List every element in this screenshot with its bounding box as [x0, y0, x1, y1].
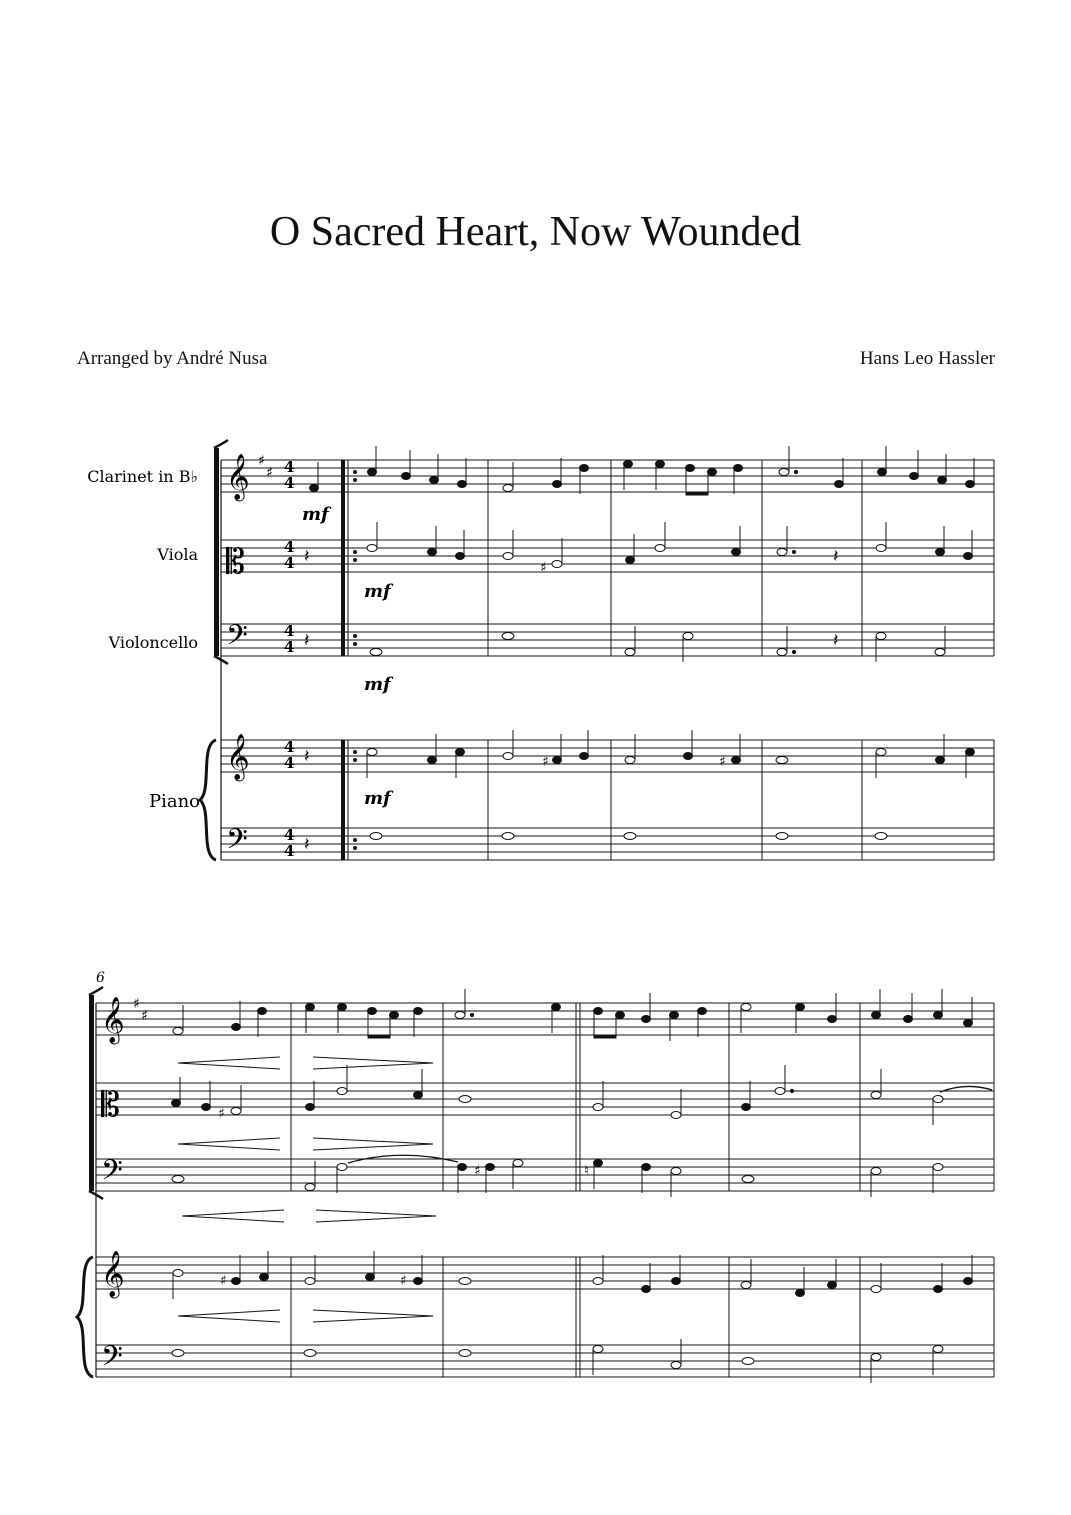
svg-text:𝄽: 𝄽 — [833, 630, 839, 651]
dynamic-mf: mf — [364, 788, 391, 809]
staves — [96, 1003, 994, 1377]
svg-text:4: 4 — [284, 458, 295, 476]
svg-text:4: 4 — [284, 738, 295, 756]
bass-clef-icon: 𝄢 — [226, 823, 248, 863]
bass-clef-icon: 𝄢 — [226, 619, 248, 659]
svg-text:♮: ♮ — [584, 1163, 590, 1179]
svg-text:4: 4 — [284, 474, 295, 492]
svg-text:♯: ♯ — [540, 560, 547, 576]
alto-clef-icon: 𝄡 — [226, 542, 245, 582]
svg-text:4: 4 — [284, 826, 295, 844]
repeat-start-icon — [341, 460, 357, 860]
svg-text:𝄽: 𝄽 — [304, 746, 310, 767]
staves — [221, 460, 994, 860]
svg-text:𝄽: 𝄽 — [833, 546, 839, 567]
instrument-name-viola: Viola — [157, 545, 198, 564]
piano-brace-icon — [200, 740, 216, 860]
viola-notes — [172, 1065, 993, 1125]
svg-text:4: 4 — [284, 754, 295, 772]
score-title: O Sacred Heart, Now Wounded — [269, 209, 802, 255]
treble-clef-icon: 𝄞 — [226, 734, 250, 780]
viola-notes — [304, 522, 973, 576]
svg-text:♯: ♯ — [474, 1163, 481, 1179]
piano-rh-notes — [304, 730, 975, 778]
instrument-name-piano: Piano — [148, 791, 200, 812]
dynamic-mf: mf — [302, 504, 329, 525]
sharp-icon: ♯ — [266, 465, 273, 481]
sharp-icon: ♯ — [133, 996, 140, 1012]
svg-text:4: 4 — [284, 638, 295, 656]
instrument-name-clarinet: Clarinet in B♭ — [87, 467, 198, 486]
clarinet-notes — [310, 446, 975, 495]
barlines — [488, 460, 994, 860]
alto-clef-icon: 𝄡 — [101, 1085, 120, 1125]
time-signatures — [284, 458, 294, 860]
svg-text:♯: ♯ — [218, 1106, 225, 1122]
instrument-name-cello: Violoncello — [108, 633, 198, 652]
system-2 — [77, 970, 994, 1383]
svg-text:♯: ♯ — [719, 754, 726, 770]
svg-text:𝄽: 𝄽 — [304, 546, 310, 567]
svg-text:♯: ♯ — [542, 754, 549, 770]
treble-clef-icon: 𝄞 — [226, 454, 250, 500]
piano-rh-notes — [173, 1251, 973, 1299]
piano-brace-icon — [77, 1257, 93, 1377]
bass-clef-icon: 𝄢 — [101, 1154, 123, 1194]
system-1 — [87, 440, 994, 863]
clarinet-notes — [173, 989, 973, 1041]
sharp-icon: ♯ — [258, 453, 265, 469]
dynamic-mf: mf — [364, 581, 391, 602]
svg-text:4: 4 — [284, 538, 295, 556]
treble-clef-icon: 𝄞 — [101, 997, 125, 1043]
sharp-icon: ♯ — [141, 1008, 148, 1024]
bass-clef-icon: 𝄢 — [101, 1340, 123, 1380]
svg-text:♯: ♯ — [220, 1273, 227, 1289]
svg-text:4: 4 — [284, 554, 295, 572]
svg-text:𝄽: 𝄽 — [304, 630, 310, 651]
arranger-credit: Arranged by André Nusa — [77, 348, 268, 369]
svg-text:𝄽: 𝄽 — [304, 834, 310, 855]
composer-credit: Hans Leo Hassler — [859, 348, 995, 369]
cello-notes — [304, 626, 945, 662]
svg-text:4: 4 — [284, 622, 295, 640]
svg-text:♯: ♯ — [400, 1273, 407, 1289]
dynamic-mf: mf — [364, 674, 391, 695]
treble-clef-icon: 𝄞 — [101, 1251, 125, 1297]
svg-text:4: 4 — [284, 842, 295, 860]
measure-number: 6 — [96, 970, 105, 986]
